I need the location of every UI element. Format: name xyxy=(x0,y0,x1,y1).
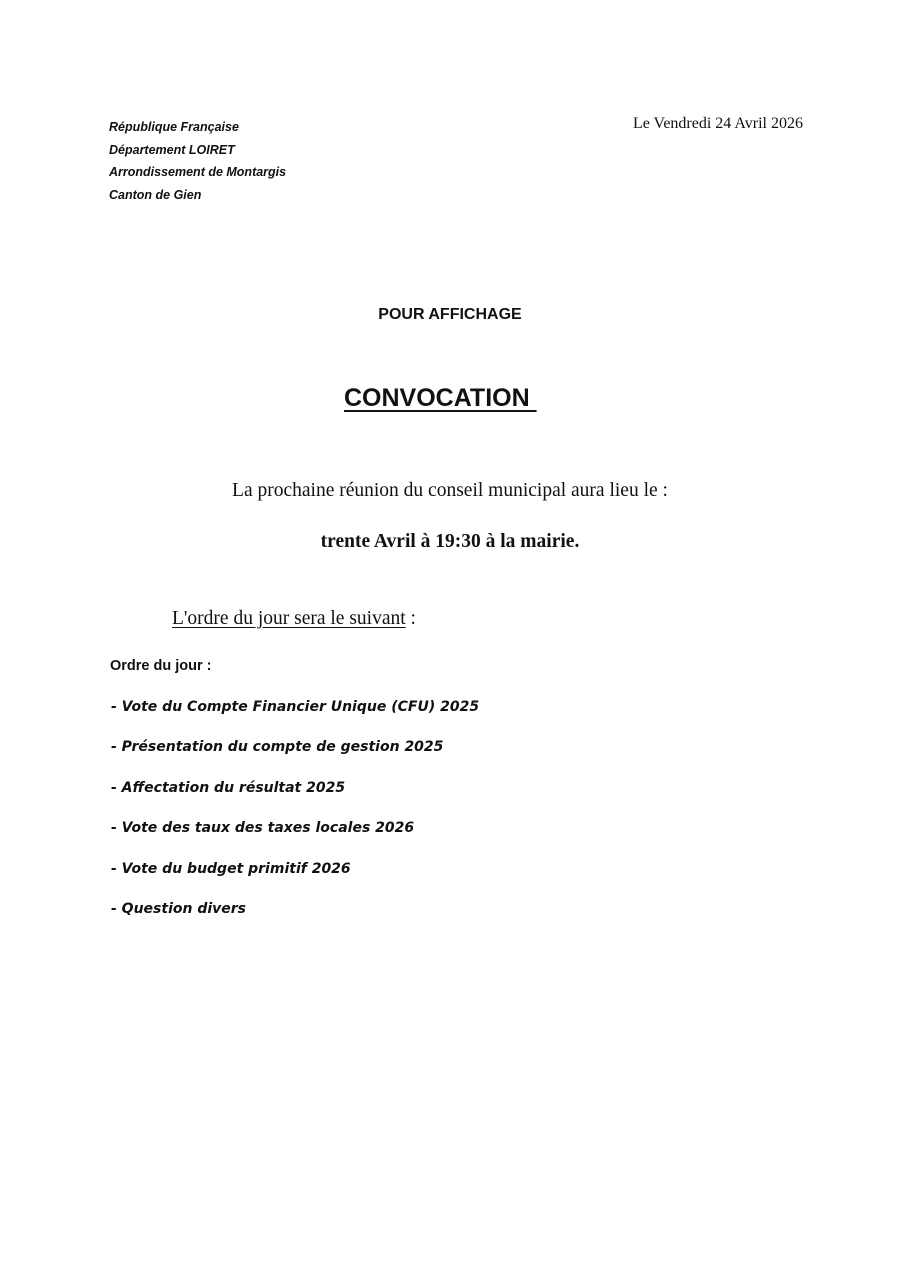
posting-label: POUR AFFICHAGE xyxy=(378,306,522,323)
meeting-intro: La prochaine réunion du conseil municipal aura lieu le : xyxy=(232,480,668,501)
agenda-title: Ordre du jour : xyxy=(110,658,212,674)
agenda-item: - Vote du Compte Financier Unique (CFU) 2025 xyxy=(111,699,480,715)
agenda-intro-suffix: : xyxy=(405,608,416,629)
agenda-intro xyxy=(172,608,416,630)
page-title: CONVOCATION xyxy=(344,384,537,412)
header-line-arrondissement: Arrondissement de Montargis xyxy=(109,165,287,179)
document-date: Le Vendredi 24 Avril 2026 xyxy=(632,115,803,132)
header-line-republic: République Française xyxy=(109,120,239,134)
agenda-item: - Affectation du résultat 2025 xyxy=(111,779,346,796)
administrative-header xyxy=(109,116,286,206)
agenda-item: - Vote des taux des taxes locales 2026 xyxy=(111,820,415,837)
header-line-canton: Canton de Gien xyxy=(109,187,202,202)
meeting-datetime: trente Avril à 19:30 à la mairie. xyxy=(320,531,580,552)
agenda-item: - Présentation du compte de gestion 2025 xyxy=(111,739,444,756)
agenda-list xyxy=(111,697,479,939)
agenda-intro-underlined: L'ordre du jour sera le suivant xyxy=(172,608,406,629)
header-line-department: Département LOIRET xyxy=(109,142,235,157)
agenda-item: - Question divers xyxy=(111,900,247,917)
agenda-item: - Vote du budget primitif 2026 xyxy=(111,860,351,877)
